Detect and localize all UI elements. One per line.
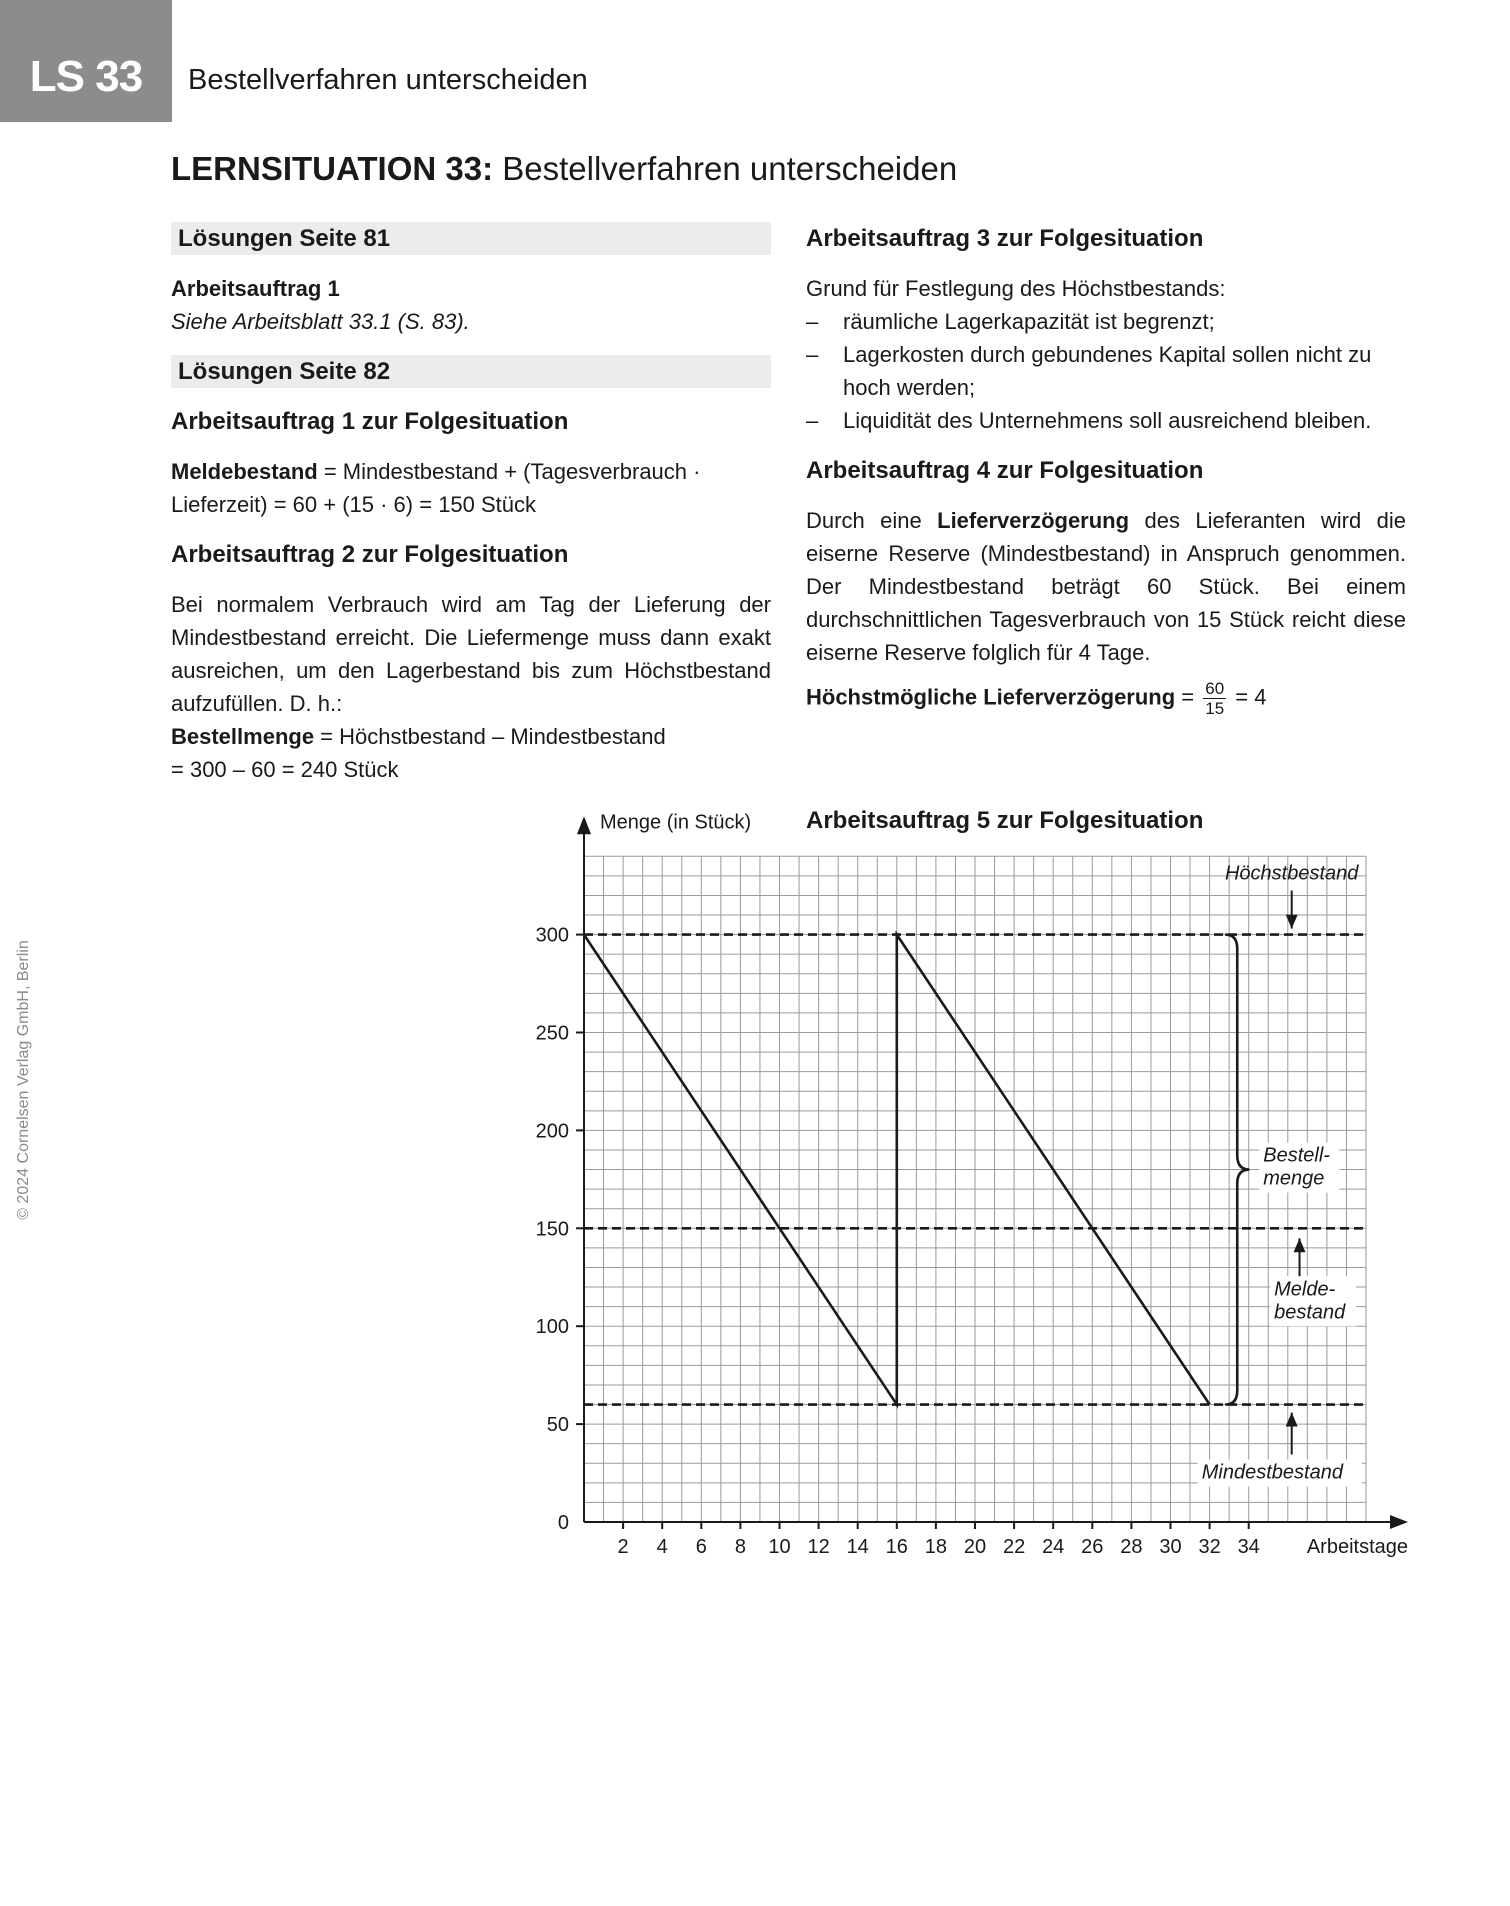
x-tick-label: 16 [885, 1536, 908, 1558]
bestellmenge-term: Bestellmenge [171, 724, 315, 749]
x-tick-label: 6 [695, 1536, 707, 1558]
page-title-rest: Bestellverfahren unterscheiden [493, 150, 958, 187]
bestellmenge-formula-line2: = 300 – 60 = 240 Stück [171, 757, 399, 782]
page-title-bold: LERNSITUATION 33: [171, 150, 494, 187]
y-tick-label: 250 [535, 1022, 569, 1045]
x-tick-label: 8 [734, 1536, 746, 1558]
y-tick-label: 50 [546, 1414, 569, 1437]
list-item-text: räumliche Lagerkapazität ist begrenzt; [843, 309, 1215, 334]
y-tick-label: 0 [557, 1512, 569, 1534]
delay-formula-eq1: = [1175, 684, 1201, 710]
y-axis-arrow [577, 816, 591, 834]
followup-task2-heading: Arbeitsauftrag 2 zur Folgesituation [171, 541, 569, 568]
bestellmenge-formula-line1: = Höchstbestand – Mindestbestand [314, 724, 666, 749]
label-hoechstbestand: Höchstbestand [1224, 862, 1359, 885]
y-tick-label: 300 [535, 924, 569, 947]
label-mindestbestand: Mindestbestand [1201, 1461, 1343, 1484]
x-tick-label: 14 [846, 1536, 869, 1558]
followup-task5-heading: Arbeitsauftrag 5 zur Folgesituation [806, 807, 1204, 834]
meldebestand-formula-line1: = Mindestbestand + (Tagesverbrauch · [317, 459, 701, 484]
x-axis-label: Arbeitstage [1306, 1536, 1408, 1558]
x-tick-label: 4 [656, 1536, 668, 1558]
section-band-page-81: Lösungen Seite 81 [171, 222, 771, 255]
chapter-badge-label: LS 33 [29, 52, 143, 101]
list-item-text: Liquidität des Unternehmens soll ausreichend bleiben. [843, 408, 1372, 433]
x-tick-label: 28 [1120, 1536, 1143, 1558]
x-tick-label: 24 [1042, 1536, 1065, 1558]
x-tick-label: 18 [924, 1536, 948, 1558]
task1-text: Siehe Arbeitsblatt 33.1 (S. 83). [171, 309, 470, 334]
header-title: Bestellverfahren unterscheiden [188, 64, 588, 96]
x-tick-label: 22 [1002, 1536, 1026, 1558]
x-tick-label: 20 [963, 1536, 987, 1558]
x-tick-label: 34 [1237, 1536, 1260, 1558]
followup-task4-text-bold: Lieferverzögerung [937, 508, 1130, 533]
arrow-meldebestand-head [1294, 1238, 1306, 1252]
task1-heading: Arbeitsauftrag 1 [171, 276, 340, 301]
delay-formula-eq2: = 4 [1229, 684, 1267, 710]
x-tick-label: 26 [1081, 1536, 1104, 1558]
followup-task3-intro: Grund für Festlegung des Höchstbestands: [806, 276, 1226, 301]
y-tick-label: 200 [535, 1120, 569, 1143]
annotation-bestellmenge: Bestell- [1263, 1144, 1330, 1167]
list-item-text: Lagerkosten durch gebundenes Kapital sollen nicht zu hoch werden; [843, 342, 1372, 400]
copyright-text: © 2024 Cornelsen Verlag GmbH, Berlin [15, 940, 32, 1220]
meldebestand-term: Meldebestand [171, 459, 318, 484]
label-meldebestand: Melde- [1274, 1278, 1336, 1301]
fraction-numerator: 60 [1205, 679, 1225, 698]
meldebestand-formula-line2: Lieferzeit) = 60 + (15 · 6) = 150 Stück [171, 492, 537, 517]
y-tick-label: 100 [535, 1316, 569, 1339]
dash-bullet: – [806, 342, 819, 367]
x-tick-label: 10 [768, 1536, 791, 1558]
dash-bullet: – [806, 408, 819, 433]
x-tick-label: 30 [1159, 1536, 1182, 1558]
x-tick-label: 2 [617, 1536, 629, 1558]
y-axis-label: Menge (in Stück) [600, 811, 752, 834]
fraction-denominator: 15 [1205, 699, 1225, 718]
followup-task3-heading: Arbeitsauftrag 3 zur Folgesituation [806, 225, 1204, 252]
followup-task2-text: Bei normalem Verbrauch wird am Tag der Lieferung der Mindestbestand erreicht. Die Liefermenge muss dann exakt ausreichen, um den Lagerbestand bis zum Höchstbestand aufzufüllen. D. h.: [171, 592, 771, 716]
followup-task1-heading: Arbeitsauftrag 1 zur Folgesituation [171, 408, 569, 435]
x-axis-arrow [1390, 1515, 1408, 1529]
dash-bullet: – [806, 309, 819, 334]
delay-formula-label: Höchstmögliche Lieferverzögerung [806, 684, 1176, 710]
x-tick-label: 32 [1198, 1536, 1221, 1558]
y-tick-label: 150 [535, 1218, 569, 1241]
annotation-bestellmenge: menge [1263, 1167, 1325, 1190]
followup-task4-text-pre: Durch eine [806, 508, 938, 533]
section-band-page-82: Lösungen Seite 82 [171, 355, 771, 388]
followup-task4-text-post: des Lieferanten wird die eiserne Reserve (Mindestbestand) in Anspruch genommen. Der Mindestbestand beträgt 60 Stück. Bei einem durchschnittlichen Tagesverbrauch von 15 Stück reicht diese eiserne Reserve folglich für 4 Tage. [806, 508, 1406, 665]
followup-task4-heading: Arbeitsauftrag 4 zur Folgesituation [806, 457, 1204, 484]
label-meldebestand: bestand [1274, 1301, 1346, 1324]
x-tick-label: 12 [807, 1536, 830, 1558]
